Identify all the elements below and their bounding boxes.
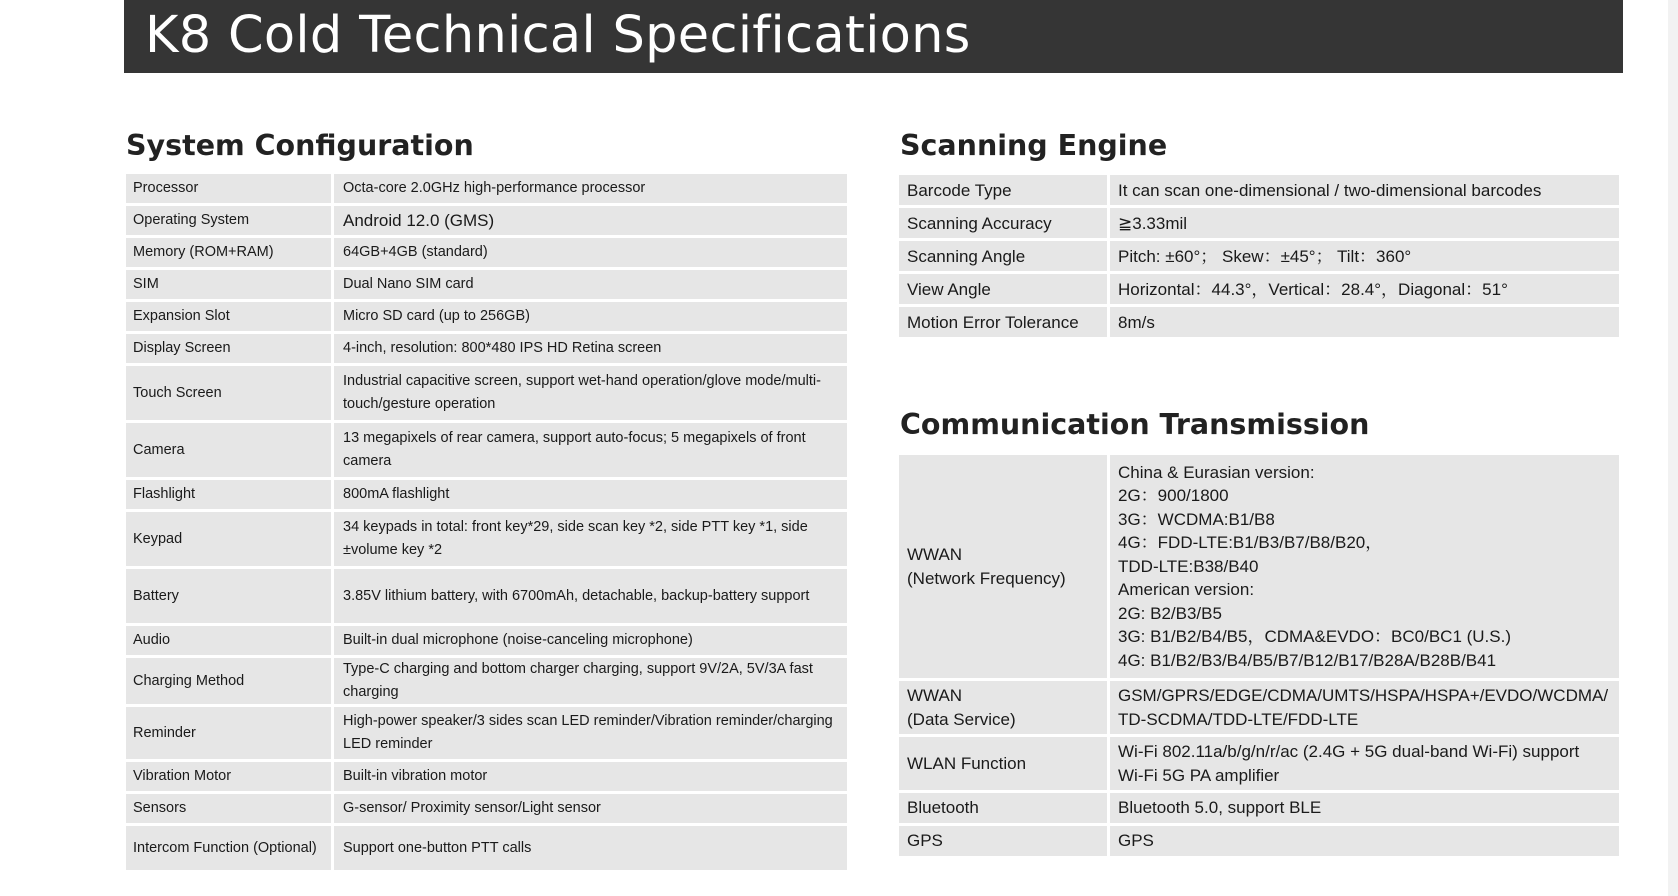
spec-value: High-power speaker/3 sides scan LED reminder/Vibration reminder/charging LED reminder [334,707,847,759]
spec-label: Bluetooth [899,793,1110,823]
spec-label: Scanning Angle [899,241,1110,271]
spec-label: Keypad [126,512,334,566]
table-row [126,707,847,759]
spec-label: View Angle [899,274,1110,304]
spec-value: Dual Nano SIM card [334,270,847,299]
spec-value: 4-inch, resolution: 800*480 IPS HD Retina screen [334,334,847,363]
table-row [126,658,847,704]
scanning-engine-table [899,172,1619,340]
spec-value: Industrial capacitive screen, support wet-hand operation/glove mode/multi-touch/gesture operation [334,366,847,420]
spec-value: Type-C charging and bottom charger charging, support 9V/2A, 5V/3A fast charging [334,658,847,704]
table-row [899,307,1619,337]
table-row [126,238,847,267]
table-row [899,241,1619,271]
spec-value: China & Eurasian version: 2G：900/1800 3G：WCDMA:B1/B8 4G：FDD-LTE:B1/B3/B7/B8/B20， TDD-LTE:B38/B40 American version: 2G: B2/B3/B5 3G: B1/B2/B4/B5，CDMA&EVDO：BC0/BC1 (U.S.) 4G: B1/B2/B3/B4/B5/B7/B12/B17/B28A/B28B/B41 [1110,455,1619,678]
spec-label: SIM [126,270,334,299]
spec-value: Android 12.0 (GMS) [334,206,847,235]
spec-label: Vibration Motor [126,762,334,791]
spec-label: Charging Method [126,658,334,704]
spec-value: Pitch: ±60°； Skew：±45°； Tilt：360° [1110,241,1619,271]
spec-value: Horizontal：44.3°，Vertical：28.4°，Diagonal：51° [1110,274,1619,304]
spec-value: GSM/GPRS/EDGE/CDMA/UMTS/HSPA/HSPA+/EVDO/WCDMA/TD-SCDMA/TDD-LTE/FDD-LTE [1110,681,1619,734]
table-row [126,794,847,823]
spec-value: 64GB+4GB (standard) [334,238,847,267]
spec-label: Memory (ROM+RAM) [126,238,334,267]
spec-label: Barcode Type [899,175,1110,205]
spec-label: Operating System [126,206,334,235]
spec-label: Display Screen [126,334,334,363]
table-row [899,826,1619,856]
table-row [126,423,847,477]
table-row [899,737,1619,790]
table-row [899,793,1619,823]
table-row [126,174,847,203]
spec-label: WWAN (Data Service) [899,681,1110,734]
spec-label: Touch Screen [126,366,334,420]
communication-transmission-heading: Communication Transmission [900,408,1370,441]
table-row [899,208,1619,238]
table-row [126,302,847,331]
spec-label: Reminder [126,707,334,759]
spec-label: Flashlight [126,480,334,509]
spec-value: Support one-button PTT calls [334,826,847,870]
table-row [126,270,847,299]
title-banner [124,0,1623,73]
spec-value: 34 keypads in total: front key*29, side scan key *2, side PTT key *1, side ±volume key *2 [334,512,847,566]
table-row [126,569,847,623]
spec-label: GPS [899,826,1110,856]
table-row [126,826,847,870]
spec-value: ≧3.33mil [1110,208,1619,238]
table-row [126,206,847,235]
table-row [899,274,1619,304]
spec-value: It can scan one-dimensional / two-dimensional barcodes [1110,175,1619,205]
spec-value: GPS [1110,826,1619,856]
table-row [899,681,1619,734]
spec-label: WWAN (Network Frequency) [899,455,1110,678]
spec-label: Audio [126,626,334,655]
communication-transmission-table [899,452,1619,859]
table-row [126,366,847,420]
spec-value: 13 megapixels of rear camera, support auto-focus; 5 megapixels of front camera [334,423,847,477]
system-configuration-table [126,171,847,873]
spec-value: Wi-Fi 802.11a/b/g/n/r/ac (2.4G + 5G dual-band Wi-Fi) support Wi-Fi 5G PA amplifier [1110,737,1619,790]
table-row [126,762,847,791]
table-row [126,512,847,566]
page-title: K8 Cold Technical Specifications [145,6,971,65]
system-configuration-heading: System Configuration [126,129,474,162]
spec-label: Scanning Accuracy [899,208,1110,238]
spec-value: Built-in vibration motor [334,762,847,791]
spec-value: Octa-core 2.0GHz high-performance processor [334,174,847,203]
spec-label: Expansion Slot [126,302,334,331]
spec-label: Motion Error Tolerance [899,307,1110,337]
table-row [126,480,847,509]
spec-label: Sensors [126,794,334,823]
table-row [126,334,847,363]
spec-label: Processor [126,174,334,203]
spec-label: Camera [126,423,334,477]
scrollbar-track[interactable] [1668,0,1678,896]
table-row [899,175,1619,205]
spec-label: Battery [126,569,334,623]
spec-value: Micro SD card (up to 256GB) [334,302,847,331]
spec-value: 800mA flashlight [334,480,847,509]
spec-label: WLAN Function [899,737,1110,790]
spec-label: Intercom Function (Optional) [126,826,334,870]
spec-value: 8m/s [1110,307,1619,337]
spec-value: Bluetooth 5.0, support BLE [1110,793,1619,823]
table-row [126,626,847,655]
table-row [899,455,1619,678]
spec-value: Built-in dual microphone (noise-canceling microphone) [334,626,847,655]
scanning-engine-heading: Scanning Engine [900,129,1168,162]
spec-value: G-sensor/ Proximity sensor/Light sensor [334,794,847,823]
spec-value: 3.85V lithium battery, with 6700mAh, detachable, backup-battery support [334,569,847,623]
